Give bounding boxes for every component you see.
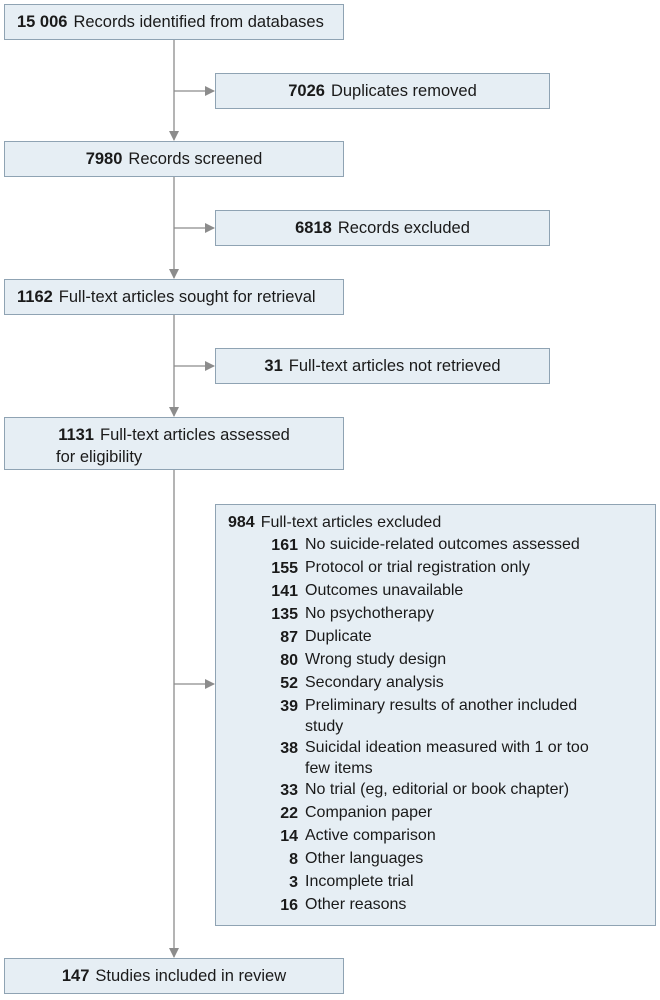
exclusion-reason-item	[216, 825, 655, 848]
exclusion-reason-text: Duplicate	[305, 628, 372, 645]
exclusion-reason-count: 8	[289, 851, 298, 868]
exclusion-reason-text: Active comparison	[305, 827, 436, 844]
fulltext-assessed-box	[4, 417, 344, 470]
fulltext-excluded-label: Full-text articles excluded	[260, 514, 442, 531]
duplicates-removed-box	[215, 73, 550, 109]
exclusion-reason-item	[216, 649, 655, 672]
fulltext-sought-box	[4, 279, 344, 315]
exclusion-reason-count: 14	[280, 828, 298, 845]
exclusion-reason-item	[216, 848, 655, 871]
records-excluded-label: Records excluded	[337, 219, 470, 237]
records-excluded-box	[215, 210, 550, 246]
exclusion-reason-item	[216, 557, 655, 580]
exclusion-reason-item	[216, 779, 655, 802]
exclusion-reason-count: 33	[280, 782, 298, 799]
exclusion-reason-item	[216, 672, 655, 695]
exclusion-reason-text: Incomplete trial	[305, 873, 414, 890]
studies-included-label: Studies included in review	[95, 967, 287, 985]
exclusion-reason-count: 141	[271, 583, 298, 600]
exclusion-reason-text: Companion paper	[305, 804, 433, 821]
exclusion-reason-count: 52	[280, 675, 298, 692]
exclusion-reason-count: 161	[271, 537, 298, 554]
duplicates-removed-count: 7026	[288, 82, 325, 100]
fulltext-sought-count: 1162	[17, 288, 53, 306]
exclusion-reason-item	[216, 603, 655, 626]
exclusion-reason-count: 87	[280, 629, 298, 646]
fulltext-assessed-count: 1131	[58, 426, 94, 444]
exclusion-reason-count: 135	[271, 606, 298, 623]
records-identified-count: 15 006	[17, 13, 68, 31]
exclusion-reason-text: No psychotherapy	[305, 605, 434, 622]
exclusion-reason-text: Preliminary results of another included study	[305, 697, 578, 735]
fulltext-not-retrieved-label: Full-text articles not retrieved	[288, 357, 501, 375]
exclusion-reason-text: Protocol or trial registration only	[305, 559, 530, 576]
exclusion-reason-item	[216, 737, 655, 779]
exclusion-reason-text: Suicidal ideation measured with 1 or too few items	[305, 739, 589, 777]
exclusion-reason-count: 22	[280, 805, 298, 822]
fulltext-not-retrieved-box	[215, 348, 550, 384]
exclusion-reason-count: 155	[271, 560, 298, 577]
fulltext-sought-label: Full-text articles sought for retrieval	[58, 288, 316, 306]
studies-included-box	[4, 958, 344, 994]
exclusion-reason-text: Other languages	[305, 850, 424, 867]
exclusion-reason-item	[216, 802, 655, 825]
fulltext-assessed-label-line1: Full-text articles assessed	[99, 426, 290, 444]
exclusion-reason-item	[216, 695, 655, 737]
exclusion-reason-item	[216, 580, 655, 603]
exclusion-reason-text: Other reasons	[305, 896, 407, 913]
fulltext-assessed-label-line2: for eligibility	[55, 448, 143, 466]
exclusion-reason-count: 80	[280, 652, 298, 669]
exclusion-reason-item	[216, 894, 655, 917]
records-screened-box	[4, 141, 344, 177]
fulltext-not-retrieved-count: 31	[264, 357, 283, 375]
exclusion-reason-item	[216, 626, 655, 649]
exclusion-reason-count: 39	[280, 698, 298, 715]
fulltext-excluded-header	[228, 511, 655, 534]
duplicates-removed-label: Duplicates removed	[330, 82, 477, 100]
records-identified-box	[4, 4, 344, 40]
exclusion-reason-count: 38	[280, 740, 298, 757]
records-screened-count: 7980	[85, 150, 123, 168]
exclusion-reason-count: 16	[280, 897, 298, 914]
exclusion-reason-item	[216, 871, 655, 894]
studies-included-count: 147	[61, 967, 90, 985]
exclusion-reason-text: Secondary analysis	[305, 674, 444, 691]
exclusion-reason-text: No suicide-related outcomes assessed	[305, 536, 580, 553]
exclusion-reason-item	[216, 534, 655, 557]
records-screened-label: Records screened	[128, 150, 263, 168]
exclusion-reason-text: Wrong study design	[305, 651, 447, 668]
fulltext-excluded-box	[215, 504, 656, 926]
fulltext-excluded-count: 984	[228, 514, 255, 531]
exclusion-reason-text: No trial (eg, editorial or book chapter)	[305, 781, 570, 798]
exclusion-reason-count: 3	[289, 874, 298, 891]
exclusion-reasons-list	[216, 534, 655, 917]
exclusion-reason-text: Outcomes unavailable	[305, 582, 464, 599]
records-excluded-count: 6818	[295, 219, 332, 237]
records-identified-label: Records identified from databases	[73, 13, 324, 31]
